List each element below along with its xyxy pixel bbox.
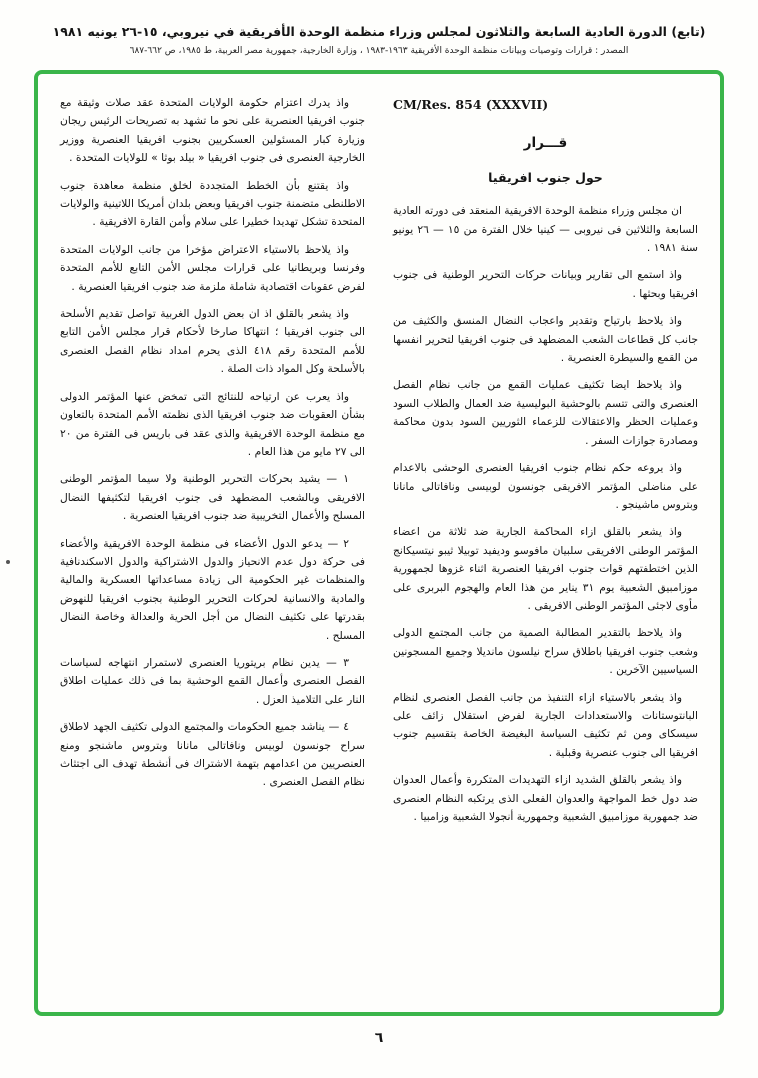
paragraph: واذ استمع الى تقارير وبيانات حركات التحرير الوطنية فى جنوب افريقيا وبحثها . [393,268,698,300]
resolution-ref-number: CM/Res. 854 (XXXVII) [393,97,549,112]
paragraph: واذ يشعر بالقلق ازاء المحاكمة الجارية ضد ثلاثة من اعضاء المؤتمر الوطنى الافريقى سلبيان مافوسو وديفيد توبيلا ثيبو نيتسيكانج الذين اختطفتهم قوات جنوب افريقيا العنصرية اثناء غزوها لجمهورية موزامبيق الشعبية يوم ٣١ يناير من هذا العام والهجوم البربرى على مأوى لاجئى المؤتمر الوطنى الافريقى . [393,525,698,612]
paragraph-operative-1: ١ — يشيد بحركات التحرير الوطنية ولا سيما المؤتمر الوطنى الافريقى وبالشعب المضطهد فى جنوب افريقيا لتكثيفها النضال المسلح والأعمال التخريبية ضد جنوب افريقيا العنصرية . [60,472,365,523]
paragraph: واذ يشعر بالقلق الشديد ازاء التهديدات المتكررة وأعمال العدوان ضد دول خط المواجهة والعدوان الفعلى الذى يرتكبه النظام العنصرى ضد جمهورية موزامبيق الشعبية وجمهورية أنجولا الشعبية وزامبيا . [393,773,698,823]
header-source-line: المصدر : قرارات وتوصيات وبيانات منظمة الوحدة الأفريقية ١٩٦٣-١٩٨٣ ، وزارة الخارجية، جمهورية مصر العربية، ط ١٩٨٥، ص ٦٦٢-٦٨٧ [129,46,629,56]
resolution-title: قـــرار [523,134,568,151]
resolution-subtitle: حول جنوب افريقيا [488,169,603,185]
resolution-frame [34,70,724,1016]
paragraph: واذ يشعر بالاستياء ازاء التنفيذ من جانب الفصل العنصرى لنظام البانتوستانات والاستعدادات الجارية لفرض استقلال زائف على سيسكاى ومن ثم تكثيف السياسة البغيضة الخاصة بتقسيم جنوب افريقيا الى جنوب عنصرية وقبلية . [393,690,698,759]
paragraph: واذ يلاحظ بالتقدير المطالبة الصمية من جانب المجتمع الدولى وشعب جنوب افريقيا باطلاق سراح نيلسون مانديلا وجميع المسجونين السياسيين الآخرين . [393,626,698,677]
column-right [393,94,698,996]
paragraph: واذ يلاحظ بارتياح وتقدير واعجاب النضال المنسق والكثيف من جانب كل قطاعات الشعب المضطهد فى جنوب افريقيا لتحرير انفسها من القمع والسيطرة العنصرية . [393,314,698,365]
column-left [60,94,365,996]
paragraph: واذ يقتنع بأن الخطط المتجددة لخلق منظمة معاهدة جنوب الاطلنطى متضمنة جنوب افريقيا وبعض بلدان أمريكا اللاتينية والولايات المتحدة تشكل تهديدا خطيرا على سلام وأمن القارة الافريقية . [60,178,365,229]
page-number: ٦ [374,1030,384,1046]
paragraph: واذ يلاحظ بالاستياء الاعتراض مؤخرا من جانب الولايات المتحدة وفرنسا وبريطانيا على قرارات مجلس الأمن التابع للأمم المتحدة لفرض عقوبات اقتصادية شاملة ملزمة ضد جنوب افريقيا العنصرية . [60,242,365,293]
page-header [0,0,758,56]
paragraph: واذ يروعه حكم نظام جنوب افريقيا العنصرى الوحشى بالاعدام على مناضلى المؤتمر الافريقى جونسون لوبيسى ونافاتالى مانانا وبتروس ماشينجو . [393,461,698,511]
paragraph-preamble: ان مجلس وزراء منظمة الوحدة الافريقية المنعقد فى دورته العادية السابعة والثلاثين فى نيروبى — كينيا خلال الفترة من ١٥ — ٢٦ يونيو سنة ١٩٨١ . [393,204,698,255]
header-title: (تابع) الدورة العادية السابعة والثلاثون لمجلس وزراء منظمة الوحدة الأفريقية في نيروبي، ١٥-٢٦ يونيه ١٩٨١ [52,24,706,39]
paragraph: واذ يلاحظ ايضا تكثيف عمليات القمع من جانب نظام الفصل العنصرى والتى تتسم بالوحشية البوليسية ضد العمال والطلاب السود وعمليات الحظر والاعتقالات للزعماء الثوريين السود بدون محاكمة ومصادرة جوازات السفر . [393,378,698,447]
paragraph-operative-4: ٤ — يناشد جميع الحكومات والمجتمع الدولى تكثيف الجهد لاطلاق سراح جونسون لوبيس ونافاتالى مانانا وبتروس ماشنجو ومنع العنصريين من اعدامهم بتهمة الاشتراك فى أنشطة تهدف الى اجتثاث نظام الفصل العنصرى . [60,720,365,789]
paragraph-operative-2: ٢ — يدعو الدول الأعضاء فى منظمة الوحدة الافريقية والأعضاء فى حركة دول عدم الانحياز والدول الاشتراكية والدول الاسكندنافية والمنظمات غير الحكومية الى زيادة مساعداتها العسكرية والمالية والمادية والانسانية لحركات التحرير الوطنية بجنوب افريقيا للنهوض بقدرتها على تكثيف النضال من أجل الحرية والعدالة وخاصة النضال المسلح . [60,536,365,642]
scan-artifact-dot [6,560,10,564]
paragraph: واذ يدرك اعتزام حكومة الولايات المتحدة عقد صلات وثيقة مع جنوب افريقيا العنصرية على نحو ما تشهد به تصريحات الرئيس ريجان وزيارة كبار المسئولين العسكريين بجنوب افريقيا العنصرية ووزير الخارجية العنصرى فى جنوب افريقيا « بيلد بوثا » للولايات المتحدة . [60,96,365,165]
paragraph: واذ يشعر بالقلق اذ ان بعض الدول الغربية تواصل تقديم الأسلحة الى جنوب افريقيا ؛ انتهاكا صارخا لأحكام قرار مجلس الأمن التابع للأمم المتحدة رقم ٤١٨ الذى يحرم امداد نظام الفصل العنصرى بالأسلحة وكل المواد ذات الصلة . [60,307,365,376]
paragraph: واذ يعرب عن ارتياحه للنتائج التى تمخض عنها المؤتمر الدولى بشأن العقوبات ضد جنوب افريقيا الذى نظمته الأمم المتحدة بالتعاون مع منظمة الوحدة الافريقية والذى عقد فى باريس فى الفترة من ٢٠ الى ٢٧ مايو من هذا العام . [60,389,365,458]
page-footer [0,1030,758,1046]
paragraph-operative-3: ٣ — يدين نظام بريتوريا العنصرى لاستمرار انتهاجه لسياسات الفصل العنصرى وأعمال القمع الوحشية بما فى ذلك عمليات اطلاق النار على التلاميذ العزل . [60,655,365,706]
